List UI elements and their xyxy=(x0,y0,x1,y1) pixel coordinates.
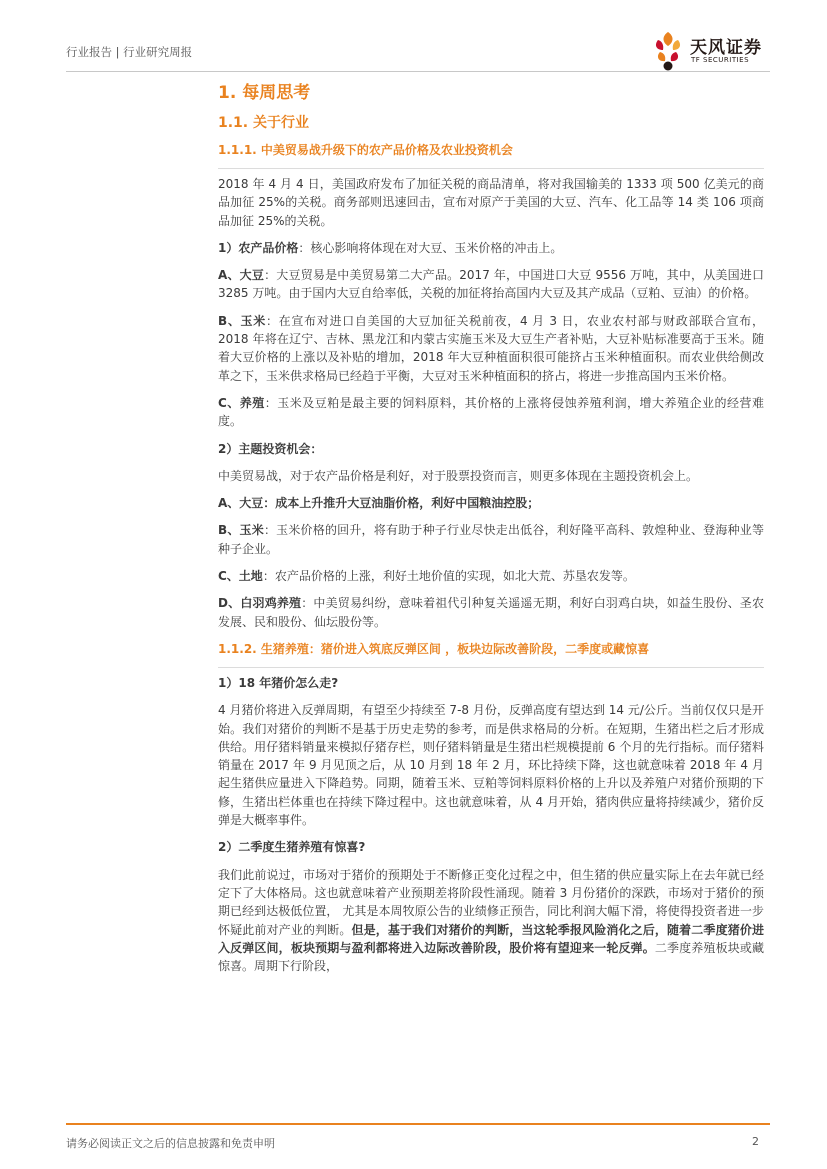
subsection-heading-industry: 1.1. 关于行业 xyxy=(218,115,309,131)
paragraph-lead: 2）主题投资机会 xyxy=(218,441,311,456)
paragraph-text: ：中美贸易纠纷，意味着祖代引种复关遥遥无期，利好白羽鸡白块，如益生股份、圣农发展、民和股份、仙坛股份等。 xyxy=(218,596,764,629)
section-heading-weekly-thinking: 1. 每周思考 xyxy=(218,83,311,103)
paragraph-intro: 2018 年 4 月 4 日，美国政府发布了加征关税的商品清单，将对我国输美的 1333 项 500 亿美元的商品加征 25%的关税。商务部则迅速回击，宣布对原产于美国的大豆、汽车、化工品等 14 类 106 项商品加征 25%的关税。 xyxy=(218,177,764,228)
paragraph-theme-body: 中美贸易战，对于农产品价格是利好，对于股票投资而言，则更多体现在主题投资机会上。 xyxy=(218,468,699,483)
paragraph-lead: A、大豆 xyxy=(218,496,264,511)
paragraph-lead: B、玉米 xyxy=(218,313,266,328)
paragraph-text: ：核心影响将体现在对大豆、玉米价格的冲击上。 xyxy=(298,240,563,255)
paragraph-soybean xyxy=(218,266,764,303)
paragraph-q2-surprise xyxy=(218,866,764,976)
topic-heading-hog-farming: 1.1.2. 生猪养殖：猪价进入筑底反弹区间 ，板块边际改善阶段，二季度或藏惊喜 xyxy=(218,641,650,656)
paragraph-emphasis: 但是，基于我们对猪价的判断，当这轮季报风险消化之后，随着二季度猪价进入反弹区间，板块预期与盈利都将进入边际改善阶段，股价将有望迎来一轮反弹。 xyxy=(218,922,764,955)
paragraph-theme-corn xyxy=(218,521,764,558)
topic-divider xyxy=(218,168,764,169)
paragraph-text: ：玉米价格的回升，将有助于种子行业尽快走出低谷，利好隆平高科、敦煌种业、登海种业等种子企业。 xyxy=(218,523,764,556)
paragraph-text: 二季度养殖板块或藏惊喜。周期下行阶段， xyxy=(218,940,764,974)
paragraph-lead: C、养殖 xyxy=(218,395,265,410)
paragraph-lead: 1）农产品价格 xyxy=(218,240,299,255)
header-divider xyxy=(66,71,770,72)
paragraph-text: ：玉米及豆粕是最主要的饲料原料，其价格的上涨将侵蚀养殖利润，增大养殖企业的经营难度。 xyxy=(218,395,764,429)
paragraph-lead: C、土地 xyxy=(218,569,263,584)
brand-name-en: TF SECURITIES xyxy=(691,56,750,64)
paragraph-theme-broiler xyxy=(218,594,764,631)
paragraph-text: ：大豆贸易是中美贸易第二大产品。2017 年，中国进口大豆 9556 万吨，其中，从美国进口 3285 万吨。由于国内大豆自给率低，关税的加征将抬高国内大豆及其产成品（豆粕、豆油）的价格。 xyxy=(218,268,764,301)
paragraph-theme-heading xyxy=(218,440,764,458)
brand-name-cn: 天风证券 xyxy=(690,38,762,58)
paragraph-text: ：成本上升推升大豆油脂价格，利好中国粮油控股； xyxy=(263,496,540,511)
paragraph-text: 我们此前说过，市场对于猪价的预期处于不断修正变化过程之中，但生猪的供应量实际上在去年就已经定下了大体格局。这也就意味着产业预期差将阶段性涌现。随着 3 月份猪价的深跌，市场对于猪价的预期已经到达极低位置， 尤其是本周牧原公告的业绩修正预告，同比利润大幅下滑，将使得投资者进一步怀疑此前对产业的判断。 xyxy=(218,867,764,937)
paragraph-breeding xyxy=(218,394,764,431)
paragraph-lead: A、大豆 xyxy=(218,268,265,283)
footer-divider xyxy=(66,1123,770,1125)
paragraph-text: ： xyxy=(310,441,323,456)
page-number: 2 xyxy=(752,1135,759,1148)
topic-heading-trade-war: 1.1.1. 中美贸易战升级下的农产品价格及农业投资机会 xyxy=(218,143,513,157)
paragraph-text: ：农产品价格的上涨，利好土地价值的实现，如北大荒、苏垦农发等。 xyxy=(262,569,635,584)
paragraph-ag-price xyxy=(218,239,764,257)
paragraph-corn xyxy=(218,312,764,385)
tianfeng-logo xyxy=(650,28,770,74)
paragraph-lead: D、白羽鸡养殖 xyxy=(218,596,302,611)
tianfeng-logo-mark-icon xyxy=(650,28,686,72)
paragraph-text: ：在宣布对进口自美国的大豆加征关税前夜，4 月 3 日，农业农村部与财政部联合宣布，2018 年将在辽宁、吉林、黑龙江和内蒙古实施玉米及大豆生产者补贴，大豆补贴标准要高于玉米。随着大豆价格的上涨以及补贴的增加，2018 年大豆种植面积很可能挤占玉米种植面积。而农业供给侧改革之下，玉米供求格局已经趋于平衡，大豆对玉米种植面积的挤占，将进一步推高国内玉米价格。 xyxy=(218,313,764,383)
question-q2-surprise: 2）二季度生猪养殖有惊喜? xyxy=(218,840,366,855)
paragraph-lead: B、玉米 xyxy=(218,523,264,538)
report-category-label: 行业报告 | 行业研究周报 xyxy=(66,45,193,59)
question-hog-price: 1）18 年猪价怎么走? xyxy=(218,675,339,690)
report-body xyxy=(218,82,764,984)
paragraph-hog-price: 4 月猪价将进入反弹周期，有望至少持续至 7-8 月份，反弹高度有望达到 14 元/公斤。当前仅仅只是开始。我们对猪价的判断不是基于历史走势的参考，而是供求格局的分析。在短期，生猪出栏之后才形成供给。用仔猪料销量来模拟仔猪存栏，则仔猪料销量是生猪出栏规模提前 6 个月的先行指标。而仔猪料销量在 2017 年 9 月见顶之后，从 10 月到 18 年 2 月，环比持续下降，这也就意味着 2018 年 4 月起生猪供应量进入下降趋势。同期，随着玉米、豆粕等饲料原料价格的上升以及养殖户对猪价预期的下修，生猪出栏体重也在持续下降过程中。这也就意味着，从 4 月开始，猪肉供应量将持续减少，猪价反弹是大概率事件。 xyxy=(218,703,764,828)
footer-disclaimer: 请务必阅读正文之后的信息披露和免责申明 xyxy=(66,1137,275,1150)
paragraph-theme-soybean xyxy=(218,494,764,512)
topic-divider xyxy=(218,667,764,668)
paragraph-theme-land xyxy=(218,567,764,585)
